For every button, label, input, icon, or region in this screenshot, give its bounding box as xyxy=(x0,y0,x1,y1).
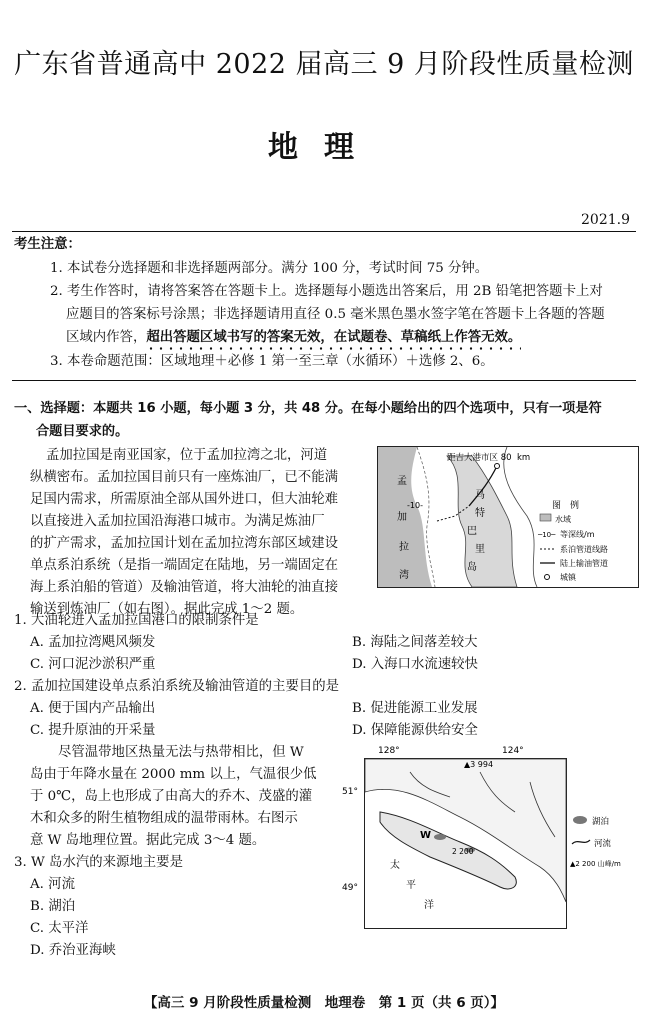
passage-1-line: 的扩产需求，孟加拉国计划在孟加拉湾东部区域建设 xyxy=(30,536,338,551)
map2-peak-label: ▲3 994 xyxy=(464,760,494,769)
question-1-option-a[interactable]: A. 孟加拉湾飓风频发 xyxy=(30,635,156,650)
map1-legend-depth-symbol: ─10─ xyxy=(538,531,556,539)
passage-1-line: 海上系泊船的管道）及输油管道，将大油轮的油直接 xyxy=(30,580,338,595)
subject-title: 地理 xyxy=(268,130,380,165)
map1-km-label: km xyxy=(517,453,531,463)
map2-lat-top: 51° xyxy=(342,787,358,797)
passage-2-line: 于 0℃，岛上也形成了由高大的乔木、茂盛的灌 xyxy=(30,789,313,804)
map2-ocean-char: 洋 xyxy=(424,900,434,911)
legend-lake-symbol xyxy=(573,816,587,824)
section-1-instruction-line-2: 合题目要求的。 xyxy=(36,424,129,439)
question-3-stem: 3. W 岛水汽的来源地主要是 xyxy=(14,855,183,870)
map2-lon-right: 124° xyxy=(502,746,524,756)
notice-item-2-line-3 xyxy=(66,327,521,349)
map2-legend-peak: ▲2 200 山峰/m xyxy=(570,860,621,868)
header-rule-bottom xyxy=(12,380,636,381)
town-marker xyxy=(495,464,500,469)
question-1-option-b[interactable]: B. 海陆之间落差较大 xyxy=(352,635,478,650)
map1-legend-item: 系泊管道线路 xyxy=(560,545,608,554)
notice-item-2-line-3-pre: 区域内作答， xyxy=(66,330,147,345)
question-3-option-c[interactable]: C. 太平洋 xyxy=(30,921,89,936)
map1-island-char: 马 xyxy=(475,490,485,501)
question-3-option-a[interactable]: A. 河流 xyxy=(30,877,75,892)
map2-island-label: W xyxy=(420,830,432,841)
question-2-option-a[interactable]: A. 便于国内产品输出 xyxy=(30,701,156,716)
question-1-option-d[interactable]: D. 入海口水流速较快 xyxy=(352,657,478,672)
question-3-option-b[interactable]: B. 湖泊 xyxy=(30,899,76,914)
passage-2-line: 尽管温带地区热量无法与热带相比，但 W xyxy=(58,745,304,760)
legend-town-symbol xyxy=(545,575,550,580)
passage-2 xyxy=(30,742,340,852)
map1-sea-char: 湾 xyxy=(399,570,409,581)
notice-item-3: 3. 本卷命题范围：区域地理＋必修 1 第一至三章（水循环）＋选修 2、6。 xyxy=(50,354,494,369)
map1-island-char: 岛 xyxy=(467,562,477,573)
notice-item-1: 1. 本试卷分选择题和非选择题两部分。满分 100 分，考试时间 75 分钟。 xyxy=(50,261,489,276)
question-2-option-d[interactable]: D. 保障能源供给安全 xyxy=(352,723,478,738)
passage-2-line: 意 W 岛地理位置。据此完成 3～4 题。 xyxy=(30,833,266,848)
passage-1-line: 输送到炼油厂（如右图）。据此完成 1～2 题。 xyxy=(30,602,304,617)
notice-heading: 考生注意： xyxy=(14,237,81,252)
map2-ocean-char: 太 xyxy=(390,860,400,871)
passage-2-line: 木和众多的附生植物组成的温带雨林。右图示 xyxy=(30,811,298,826)
notice-emphasis: 超出答题区域书写的答案无效，在试题卷、草稿纸上作答无效。 xyxy=(146,330,522,345)
map1-sea-char: 拉 xyxy=(399,542,409,553)
passage-1-line: 纵横密布。孟加拉国目前只有一座炼油厂，已不能满 xyxy=(30,470,338,485)
question-1-option-c[interactable]: C. 河口泥沙淤积严重 xyxy=(30,657,156,672)
map1-legend-item: 等深线/m xyxy=(560,530,595,539)
passage-1-line: 单点系泊系统（是指一端固定在陆地，另一端固定在 xyxy=(30,558,338,573)
map1-sea-char: 孟 xyxy=(397,476,407,487)
map2-legend-river: 河流 xyxy=(594,839,612,849)
w-island-map xyxy=(340,742,640,934)
legend-water-swatch xyxy=(540,514,551,521)
bangladesh-map xyxy=(377,446,639,588)
question-2-stem: 2. 孟加拉国建设单点系泊系统及输油管道的主要目的是 xyxy=(14,679,340,694)
notice-item-2-line-2: 应题目的答案标号涂黑；非选择题请用直径 0.5 毫米黑色墨水签字笔在答题卡上各题的答题 xyxy=(66,307,605,322)
passage-1-line: 以直接进入孟加拉国沿海港口城市。为满足炼油厂 xyxy=(30,514,325,529)
map1-island-char: 里 xyxy=(475,544,485,555)
map2-ocean-char: 平 xyxy=(406,880,416,891)
map1-island-char: 特 xyxy=(475,508,485,519)
map1-island-char: 巴 xyxy=(467,526,477,537)
map2-lon-left: 128° xyxy=(378,746,400,756)
map1-depth-label: -10- xyxy=(407,501,423,510)
map2-lat-bottom: 49° xyxy=(342,883,358,893)
question-3-option-d[interactable]: D. 乔治亚海峡 xyxy=(30,943,116,958)
map1-sea-char: 加 xyxy=(397,512,407,523)
passage-1-line: 足国内需求，所需原油全部从国外进口，但大油轮难 xyxy=(30,492,338,507)
question-2-option-b[interactable]: B. 促进能源工业发展 xyxy=(352,701,478,716)
notice-item-2-line-1: 2. 考生作答时，请将答案答在答题卡上。选择题每小题选出答案后，用 2B 铅笔把答题卡上对 xyxy=(50,284,603,299)
passage-1 xyxy=(30,445,375,621)
header-rule-top xyxy=(12,231,636,232)
map1-legend-item: 水域 xyxy=(555,515,571,524)
passage-2-line: 岛由于年降水量在 2000 mm 以上，气温很少低 xyxy=(30,767,317,782)
map2-legend-lake: 湖泊 xyxy=(592,817,610,827)
page-footer: 【高三 9 月阶段性质量检测 地理卷 第 1 页（共 6 页）】 xyxy=(143,995,505,1011)
map2-peak2-label: 2 200 xyxy=(452,847,474,856)
map1-legend-item: 城镇 xyxy=(560,573,576,582)
map1-legend-item: 陆上输油管道 xyxy=(560,559,608,568)
legend-river-symbol xyxy=(572,840,590,844)
map2-lake xyxy=(434,834,446,840)
section-1-instruction-line-1: 一、选择题：本题共 16 小题，每小题 3 分，共 48 分。在每小题给出的四个选项中，只有一项是符 xyxy=(14,401,602,416)
map1-legend-title: 图 例 xyxy=(552,501,580,511)
question-2-option-c[interactable]: C. 提升原油的开采量 xyxy=(30,723,156,738)
exam-date: 2021.9 xyxy=(581,212,630,228)
passage-1-line: 孟加拉国是南亚国家，位于孟加拉湾之北，河道 xyxy=(46,448,328,463)
exam-title: 广东省普通高中 2022 届高三 9 月阶段性质量检测 xyxy=(14,49,634,80)
question-1-stem: 1. 大油轮进入孟加拉国港口的限制条件是 xyxy=(14,613,259,628)
map1-distance-label: 距吉大港市区 80 xyxy=(447,453,512,463)
